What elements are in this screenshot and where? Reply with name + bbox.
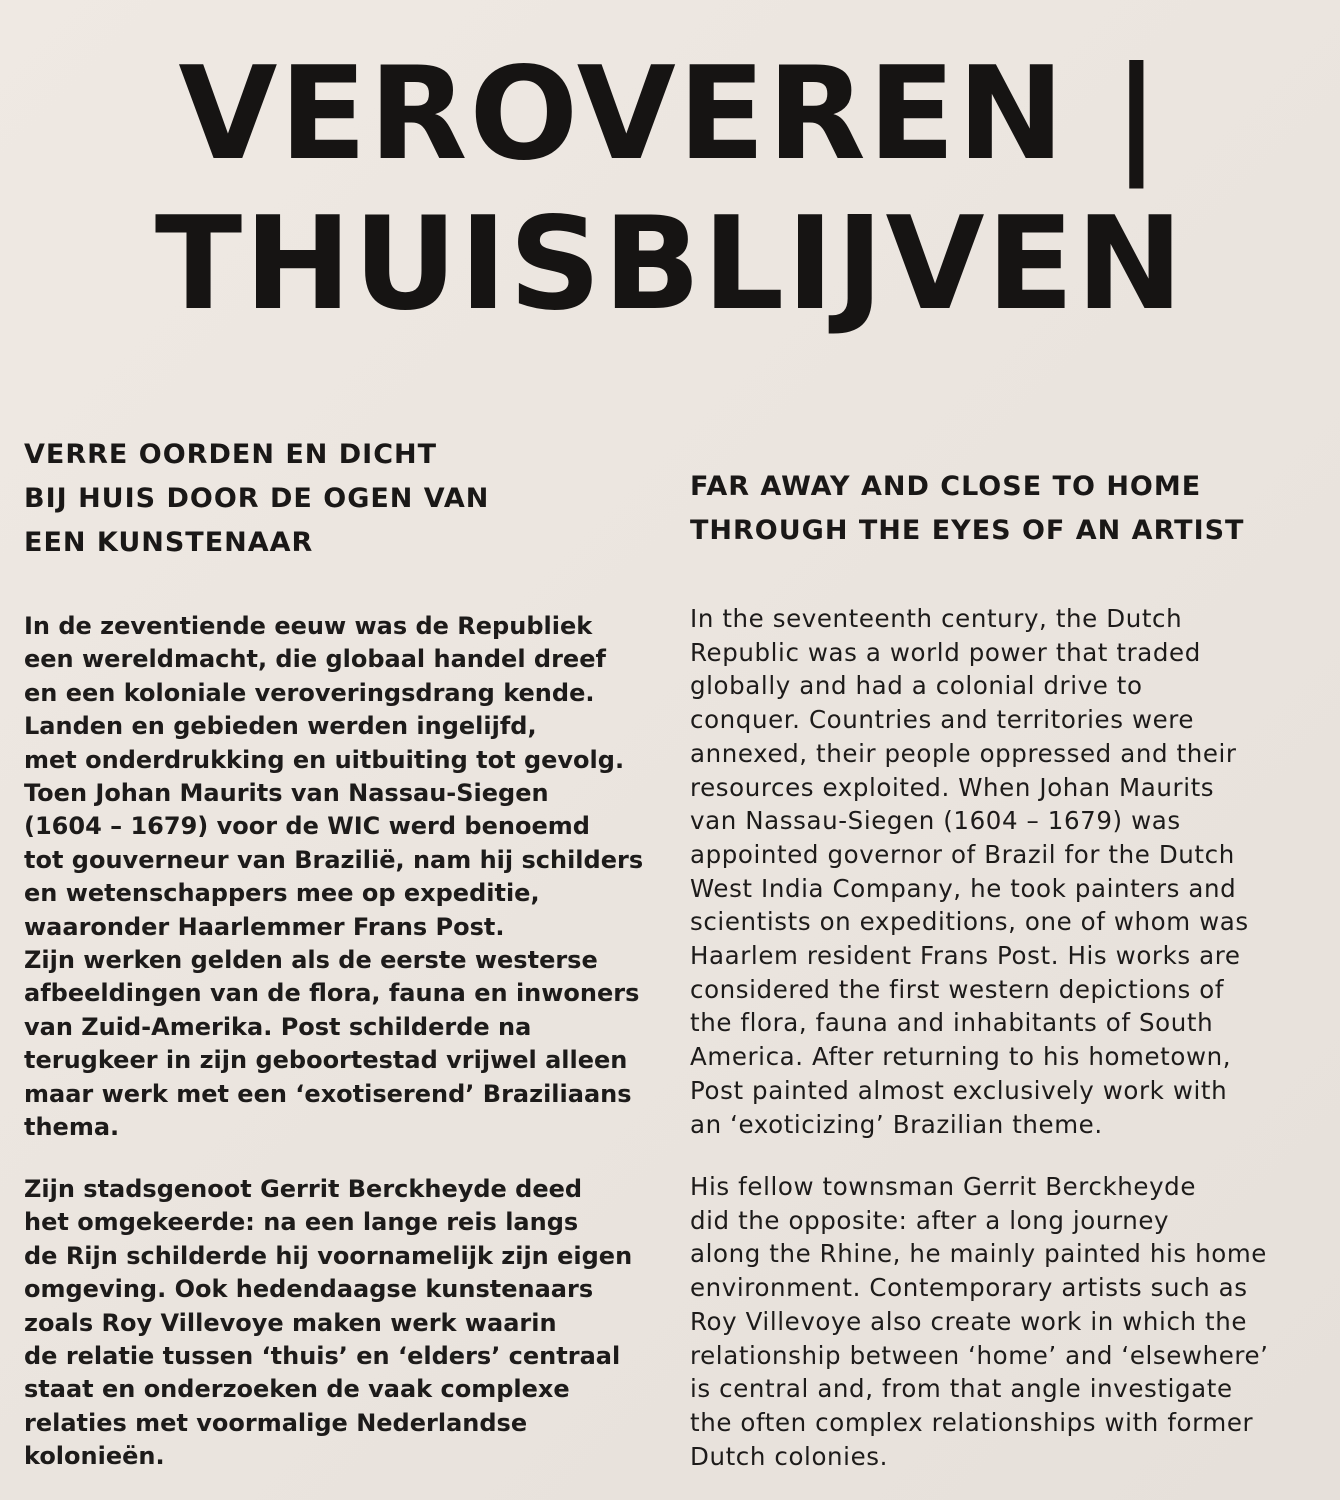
exhibition-title xyxy=(0,40,1340,340)
english-paragraph-2 xyxy=(690,1170,1269,1473)
text-line: met onderdrukking en uitbuiting tot gevolg. xyxy=(24,745,625,774)
english-paragraph-1 xyxy=(690,602,1249,1141)
dutch-paragraph-2 xyxy=(24,1173,632,1474)
heading-line: VERRE OORDEN EN DICHT xyxy=(24,439,438,470)
text-line: did the opposite: after a long journey xyxy=(690,1205,1170,1235)
text-line: terugkeer in zijn geboortestad vrijwel alleen xyxy=(24,1046,628,1075)
text-line: van Zuid-Amerika. Post schilderde na xyxy=(24,1012,532,1041)
text-line: Dutch colonies. xyxy=(690,1441,889,1471)
heading-line: EEN KUNSTENAAR xyxy=(24,527,314,558)
text-line: considered the first western depictions of xyxy=(690,974,1225,1004)
text-line: tot gouverneur van Brazilië, nam hij schilders xyxy=(24,845,644,874)
text-line: zoals Roy Villevoye maken werk waarin xyxy=(24,1308,557,1337)
text-line: conquer. Countries and territories were xyxy=(690,705,1195,735)
text-line: de Rijn schilderde hij voornamelijk zijn eigen xyxy=(24,1241,633,1270)
text-line: en wetenschappers mee op expeditie, xyxy=(24,879,540,908)
text-line: America. After returning to his hometown, xyxy=(690,1042,1232,1072)
dutch-heading xyxy=(24,433,489,565)
text-line: kolonieën. xyxy=(24,1442,165,1471)
text-line: een wereldmacht, die globaal handel dreef xyxy=(24,645,606,674)
text-line: In de zeventiende eeuw was de Republiek xyxy=(24,612,593,640)
text-line: In the seventeenth century, the Dutch xyxy=(690,604,1183,633)
english-heading xyxy=(690,465,1244,553)
text-line: along the Rhine, he mainly painted his home xyxy=(690,1239,1267,1269)
heading-line: BIJ HUIS DOOR DE OGEN VAN xyxy=(24,483,490,514)
text-line: is central and, from that angle investigate xyxy=(690,1374,1233,1404)
text-line: appointed governor of Brazil for the Dutch xyxy=(690,839,1235,869)
title-line: VEROVEREN | xyxy=(178,40,1162,189)
text-line: West India Company, he took painters and xyxy=(690,873,1237,903)
text-line: globally and had a colonial drive to xyxy=(690,671,1143,701)
heading-line: FAR AWAY AND CLOSE TO HOME xyxy=(690,471,1202,502)
dutch-paragraph-1 xyxy=(24,610,643,1145)
text-line: thema. xyxy=(24,1113,120,1142)
text-line: His fellow townsman Gerrit Berckheyde xyxy=(690,1172,1197,1201)
text-line: Zijn werken gelden als de eerste westerse xyxy=(24,946,598,975)
text-line: afbeeldingen van de flora, fauna en inwoners xyxy=(24,979,640,1008)
text-line: the often complex relationships with former xyxy=(690,1407,1254,1437)
text-line: waaronder Haarlemmer Frans Post. xyxy=(24,912,505,941)
text-line: van Nassau-Siegen (1604 – 1679) was xyxy=(690,806,1181,836)
text-line: Toen Johan Maurits van Nassau-Siegen xyxy=(24,779,549,808)
text-line: scientists on expeditions, one of whom was xyxy=(690,907,1249,937)
text-line: het omgekeerde: na een lange reis langs xyxy=(24,1208,579,1237)
text-line: Landen en gebieden werden ingelijfd, xyxy=(24,712,537,741)
text-line: Republic was a world power that traded xyxy=(690,637,1201,667)
text-line: resources exploited. When Johan Maurits xyxy=(690,772,1215,802)
text-line: omgeving. Ook hedendaagse kunstenaars xyxy=(24,1275,594,1304)
text-line: en een koloniale veroveringsdrang kende. xyxy=(24,678,595,707)
text-line: Haarlem resident Frans Post. His works are xyxy=(690,941,1241,971)
text-line: environment. Contemporary artists such as xyxy=(690,1273,1248,1303)
text-line: annexed, their people oppressed and their xyxy=(690,738,1237,768)
title-line: THUISBLIJVEN xyxy=(154,190,1186,339)
text-line: the flora, fauna and inhabitants of South xyxy=(690,1008,1214,1038)
text-line: Roy Villevoye also create work in which the xyxy=(690,1306,1248,1336)
text-line: maar werk met een ‘exotiserend’ Braziliaans xyxy=(24,1079,632,1108)
text-line: staat en onderzoeken de vaak complexe xyxy=(24,1375,570,1404)
text-line: relaties met voormalige Nederlandse xyxy=(24,1408,528,1437)
text-line: (1604 – 1679) voor de WIC werd benoemd xyxy=(24,812,590,841)
text-line: an ‘exoticizing’ Brazilian theme. xyxy=(690,1109,1103,1139)
text-line: Zijn stadsgenoot Gerrit Berckheyde deed xyxy=(24,1175,583,1203)
heading-line: THROUGH THE EYES OF AN ARTIST xyxy=(690,515,1245,546)
text-line: de relatie tussen ‘thuis’ en ‘elders’ centraal xyxy=(24,1342,621,1371)
text-line: relationship between ‘home’ and ‘elsewhere’ xyxy=(690,1340,1269,1370)
text-line: Post painted almost exclusively work with xyxy=(690,1075,1228,1105)
